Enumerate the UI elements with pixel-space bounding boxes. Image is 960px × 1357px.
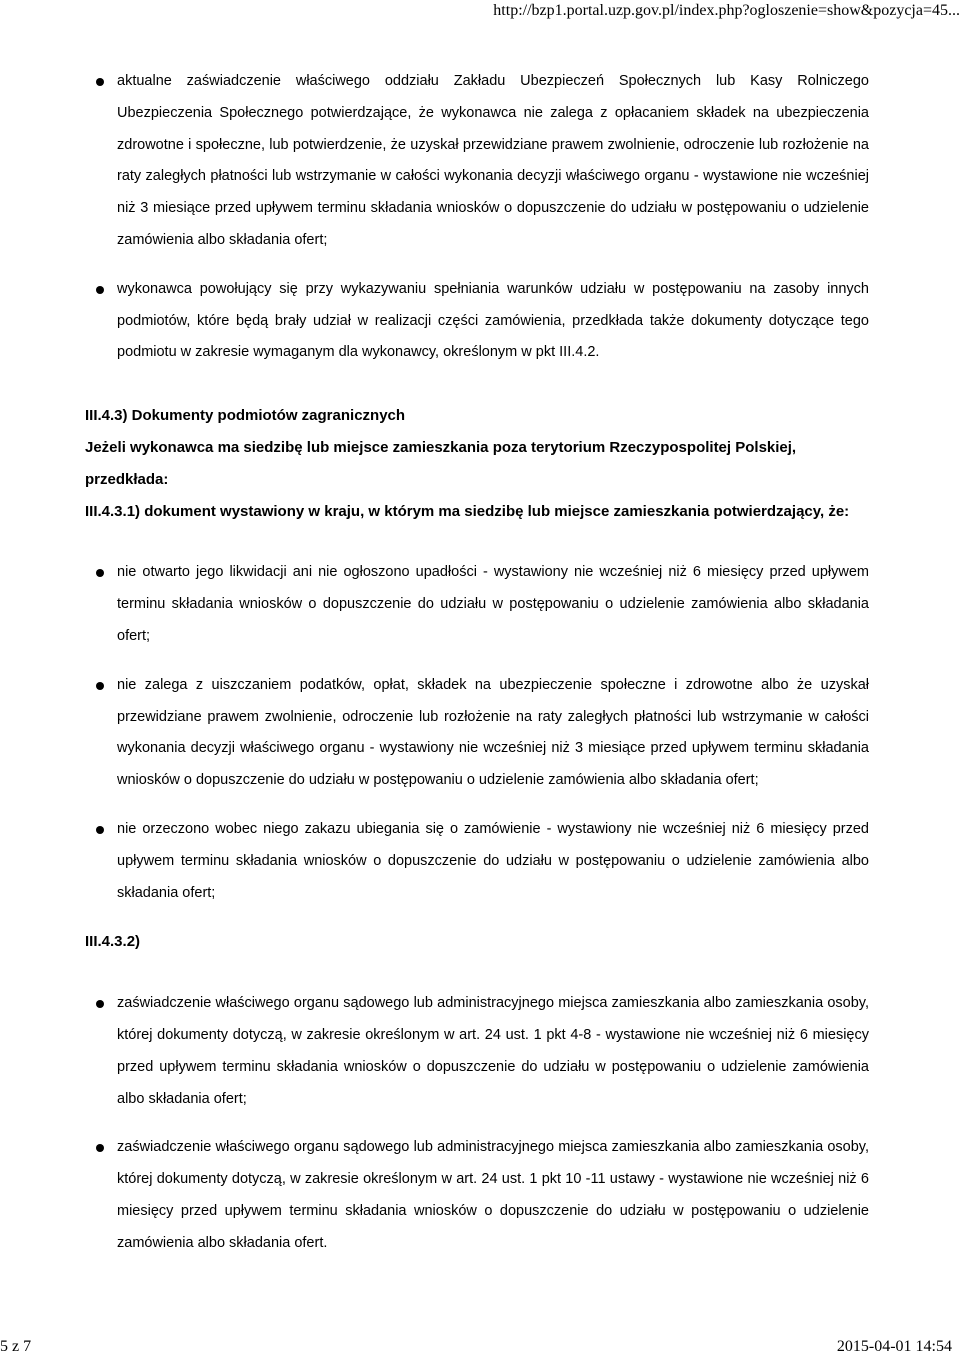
- bullet-list: [85, 557, 869, 909]
- document-body: [85, 66, 869, 1277]
- list-item: zaświadczenie właściwego organu sądowego lub administracyjnego miejsca zamieszkania albo zamieszkania osoby, której dokumenty dotyczą, w zakresie określonym w art. 24 ust. 1 pkt 10 -11 ustawy - wystawione nie wcześniej niż 6 miesięcy przed upływem terminu składania wniosków o dopuszczenie do udziału w postępowaniu o udzielenie zamówienia albo składania ofert.: [85, 1132, 869, 1259]
- section-intro: Jeżeli wykonawca ma siedzibę lub miejsce zamieszkania poza terytorium Rzeczypospolitej Polskiej, przedkłada:: [85, 438, 797, 488]
- page-url: http://bzp1.portal.uzp.gov.pl/index.php?ogloszenie=show&pozycja=45...: [493, 2, 960, 19]
- list-item: zaświadczenie właściwego organu sądowego lub administracyjnego miejsca zamieszkania albo zamieszkania osoby, której dokumenty dotyczą, w zakresie określonym w art. 24 ust. 1 pkt 4-8 - wystawione nie wcześniej niż 6 miesięcy przed upływem terminu składania wniosków o dopuszczenie do udziału w postępowaniu o udzielenie zamówienia albo składania ofert;: [85, 988, 869, 1115]
- bullet-list: [85, 988, 869, 1259]
- print-timestamp: 2015-04-01 14:54: [836, 1338, 952, 1355]
- list-item: nie zalega z uiszczaniem podatków, opłat, składek na ubezpieczenie społeczne i zdrowotne albo że uzyskał przewidziane prawem zwolnienie, odroczenie lub rozłożenie na raty zaległych płatności lub wstrzymanie w całości wykonania decyzji właściwego organu - wystawiony nie wcześniej niż 3 miesiące przed upływem terminu składania wniosków o dopuszczenie do udziału w postępowaniu o udzielenie zamówienia albo składania ofert;: [85, 670, 869, 797]
- list-item: nie otwarto jego likwidacji ani nie ogłoszono upadłości - wystawiony nie wcześniej niż 6 miesięcy przed upływem terminu składania wniosków o dopuszczenie do udziału w postępowaniu o udzielenie zamówienia albo składania ofert;: [85, 557, 869, 652]
- bullet-list: [85, 66, 869, 369]
- list-item: aktualne zaświadczenie właściwego oddziału Zakładu Ubezpieczeń Społecznych lub Kasy Rolniczego Ubezpieczenia Społecznego potwierdzające, że wykonawca nie zalega z opłacaniem składek na ubezpieczenia zdrowotne i społeczne, lub potwierdzenie, że uzyskał przewidziane prawem zwolnienie, odroczenie lub rozłożenie na raty zaległych płatności lub wstrzymanie w całości wykonania decyzji właściwego organu - wystawione nie wcześniej niż 3 miesiące przed upływem terminu składania wniosków o dopuszczenie do udziału w postępowaniu o udzielenie zamówienia albo składania ofert;: [85, 66, 869, 257]
- subsection-heading: III.4.3.1) dokument wystawiony w kraju, w którym ma siedzibę lub miejsce zamieszkania potwierdzający, że:: [85, 502, 850, 520]
- page-number: 5 z 7: [0, 1338, 32, 1355]
- section-heading: III.4.3) Dokumenty podmiotów zagranicznych: [85, 407, 406, 425]
- list-item: wykonawca powołujący się przy wykazywaniu spełniania warunków udziału w postępowaniu na zasoby innych podmiotów, które będą brały udział w realizacji części zamówienia, przedkłada także dokumenty dotyczące tego podmiotu w zakresie wymaganym dla wykonawcy, określonym w pkt III.4.2.: [85, 274, 869, 369]
- subsection-heading: III.4.3.2): [85, 933, 141, 951]
- list-item: nie orzeczono wobec niego zakazu ubiegania się o zamówienie - wystawiony nie wcześniej niż 6 miesięcy przed upływem terminu składania wniosków o dopuszczenie do udziału w postępowaniu o udzielenie zamówienia albo składania ofert;: [85, 814, 869, 909]
